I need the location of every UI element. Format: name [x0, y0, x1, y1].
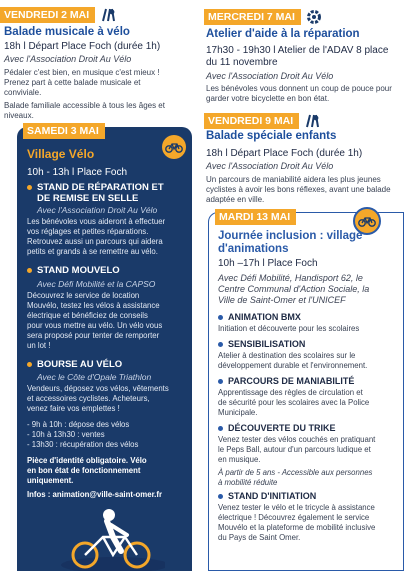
date-tag: VENDREDI 9 MAI — [204, 113, 299, 129]
inclusion-title: Journée inclusion : village — [218, 230, 363, 242]
event-time: 17h30 - 19h30 l Atelier de l'ADAV 8 place — [206, 45, 389, 56]
bullet-icon — [27, 362, 32, 367]
tuesday-panel — [208, 212, 404, 571]
stand-desc: Vendeurs, déposez vos vélos, vêtements — [27, 384, 169, 393]
inclusion-time: 10h –17h l Place Foch — [218, 258, 318, 269]
stand-desc: petits et grands à se remettre au vélo. — [27, 247, 158, 256]
stand-desc: électrique et bénéficiez de conseils — [27, 311, 148, 320]
inclusion-title: d'animations — [218, 243, 289, 255]
schedule-item: - 13h30 : récupération des vélos — [27, 440, 139, 449]
activity-desc: de sécurité pour les scolaires avec la Police — [218, 398, 370, 407]
activity-desc: en musique. — [218, 455, 261, 464]
activity-desc: Atelier à destination des scolaires sur le — [218, 351, 356, 360]
stand-desc: Découvrez le service de location — [27, 291, 140, 300]
bullet-icon — [218, 379, 223, 384]
event-desc: Prenez part à cette balade musicale et — [4, 78, 141, 87]
activity-desc: Municipale. — [218, 408, 258, 417]
stand-desc: Retrouvez aussi un parcours qui aidera — [27, 237, 163, 246]
cyclist-illustration — [55, 507, 165, 571]
wednesday-header — [204, 9, 323, 25]
event-title: Atelier d'aide à la réparation — [206, 28, 360, 40]
bullet-icon — [218, 315, 223, 320]
event-desc: Pédaler c'est bien, en musique c'est mieux ! — [4, 68, 160, 77]
bike-route-icon — [303, 113, 321, 129]
stand-desc: un lot ! — [27, 341, 51, 350]
gear-icon — [305, 9, 323, 25]
village-time: 10h - 13h l Place Foch — [27, 167, 128, 178]
stand-desc: et accessoires cyclistes. Acheteurs, — [27, 394, 150, 403]
event-time: 18h l Départ Place Foch (durée 1h) — [206, 148, 363, 159]
schedule-item: - 10h à 13h30 : ventes — [27, 430, 105, 439]
bullet-icon — [218, 342, 223, 347]
activity-desc: Apprentissage des règles de circulation et — [218, 388, 363, 397]
event-title: Balade spéciale enfants — [206, 130, 337, 142]
date-tag: MARDI 13 MAI — [215, 209, 296, 225]
stand-heading: STAND MOUVELO — [37, 265, 120, 276]
village-title: Village Vélo — [27, 147, 95, 161]
activity-desc: électrique ! Découvrez également le service — [218, 513, 370, 522]
stand-desc: Les bénévoles vous aideront à effectuer — [27, 217, 166, 226]
activity-note: à mobilité réduite — [218, 478, 278, 487]
inclusion-partners: Ville de Saint-Omer et l'UNICEF — [218, 295, 346, 305]
stand-heading: STAND DE RÉPARATION ET — [37, 182, 164, 193]
stand-heading: BOURSE AU VÉLO — [37, 359, 123, 370]
saturday-panel — [17, 127, 192, 571]
bike-route-icon — [99, 7, 117, 23]
requirement-note: Pièce d'identité obligatoire. Vélo — [27, 456, 147, 465]
date-tag: MERCREDI 7 MAI — [204, 9, 301, 25]
friday-9-header — [204, 113, 321, 129]
activity-desc: du Pays de Saint Omer. — [218, 533, 301, 542]
activity-desc: Mouvélo et la plateforme de mobilité inclusive — [218, 523, 376, 532]
activity-heading: SENSIBILISATION — [228, 339, 306, 349]
activity-heading: STAND D'INITIATION — [228, 491, 317, 501]
date-tag: VENDREDI 2 MAI — [0, 7, 95, 23]
activity-desc: Initiation et découverte pour les scolaires — [218, 324, 360, 333]
event-organizer: Avec l'Association Droit Au Vélo — [4, 54, 132, 64]
event-desc: adaptée en ville. — [206, 195, 265, 204]
event-desc: garder votre bicyclette en bon état. — [206, 94, 330, 103]
activity-desc: le Peps Ball, autour d'un parcours ludique et — [218, 445, 371, 454]
bullet-icon — [27, 185, 32, 190]
stand-desc: Mouvélo, testez les vélos à assistance — [27, 301, 160, 310]
contact-info: Infos : animation@ville-saint-omer.fr — [27, 490, 162, 499]
event-organizer: Avec l'Association Droit Au Vélo — [206, 161, 334, 171]
bullet-icon — [27, 268, 32, 273]
bullet-icon — [218, 426, 223, 431]
stand-desc: sera proposé pour tenter de remporter — [27, 331, 160, 340]
event-title: Balade musicale à vélo — [4, 26, 130, 38]
stand-organizer: Avec l'Association Droit Au Vélo — [37, 205, 158, 215]
requirement-note: uniquement. — [27, 476, 74, 485]
inclusion-partners: Avec Défi Mobilité, Handisport 62, le — [218, 273, 363, 283]
activity-heading: PARCOURS DE MANIABILITÉ — [228, 376, 355, 386]
activity-desc: Venez tester le vélo et le tricycle à assistance — [218, 503, 375, 512]
event-desc: Les bénévoles vous donnent un coup de pouce pour — [206, 84, 392, 93]
stand-desc: vos réglages et petites réparations. — [27, 227, 149, 236]
left-column — [0, 0, 196, 571]
stand-organizer: Avec Défi Mobilité et la CAPSO — [37, 279, 156, 289]
inclusion-partners: Centre Communal d'Action Sociale, la — [218, 284, 370, 294]
event-desc: cyclistes à avoir les bons réflexes, avant une balade — [206, 185, 391, 194]
event-time: du 11 novembre — [206, 57, 278, 68]
event-organizer: Avec l'Association Droit Au Vélo — [206, 71, 334, 81]
date-tag: SAMEDI 3 MAI — [23, 123, 105, 139]
stand-heading: DE REMISE EN SELLE — [37, 193, 139, 204]
schedule-item: - 9h à 10h : dépose des vélos — [27, 420, 130, 429]
requirement-note: en bon état de fonctionnement — [27, 466, 141, 475]
stand-desc: pour vous mettre au vélo. Un vélo vous — [27, 321, 163, 330]
event-desc: conviviale. — [4, 88, 42, 97]
event-desc: niveaux. — [4, 111, 34, 120]
friday-2-header — [0, 7, 117, 23]
event-time: 18h l Départ Place Foch (durée 1h) — [4, 41, 161, 52]
bicycle-icon — [162, 135, 186, 159]
event-desc: Balade familiale accessible à tous les âges et — [4, 101, 165, 110]
stand-desc: venez faire vos emplettes ! — [27, 404, 120, 413]
stand-organizer: Avec le Côte d'Opale Triathlon — [37, 372, 152, 382]
activity-desc: Venez tester des vélos couchés en pratiquant — [218, 435, 376, 444]
event-desc: Un parcours de maniabilité aidera les plus jeunes — [206, 175, 381, 184]
activity-heading: DÉCOUVERTE DU TRIKE — [228, 423, 336, 433]
activity-heading: ANIMATION BMX — [228, 312, 301, 322]
bullet-icon — [218, 494, 223, 499]
activity-desc: développement durable et l'environnement. — [218, 361, 368, 370]
activity-note: À partir de 5 ans - Accessible aux personnes — [218, 468, 373, 477]
